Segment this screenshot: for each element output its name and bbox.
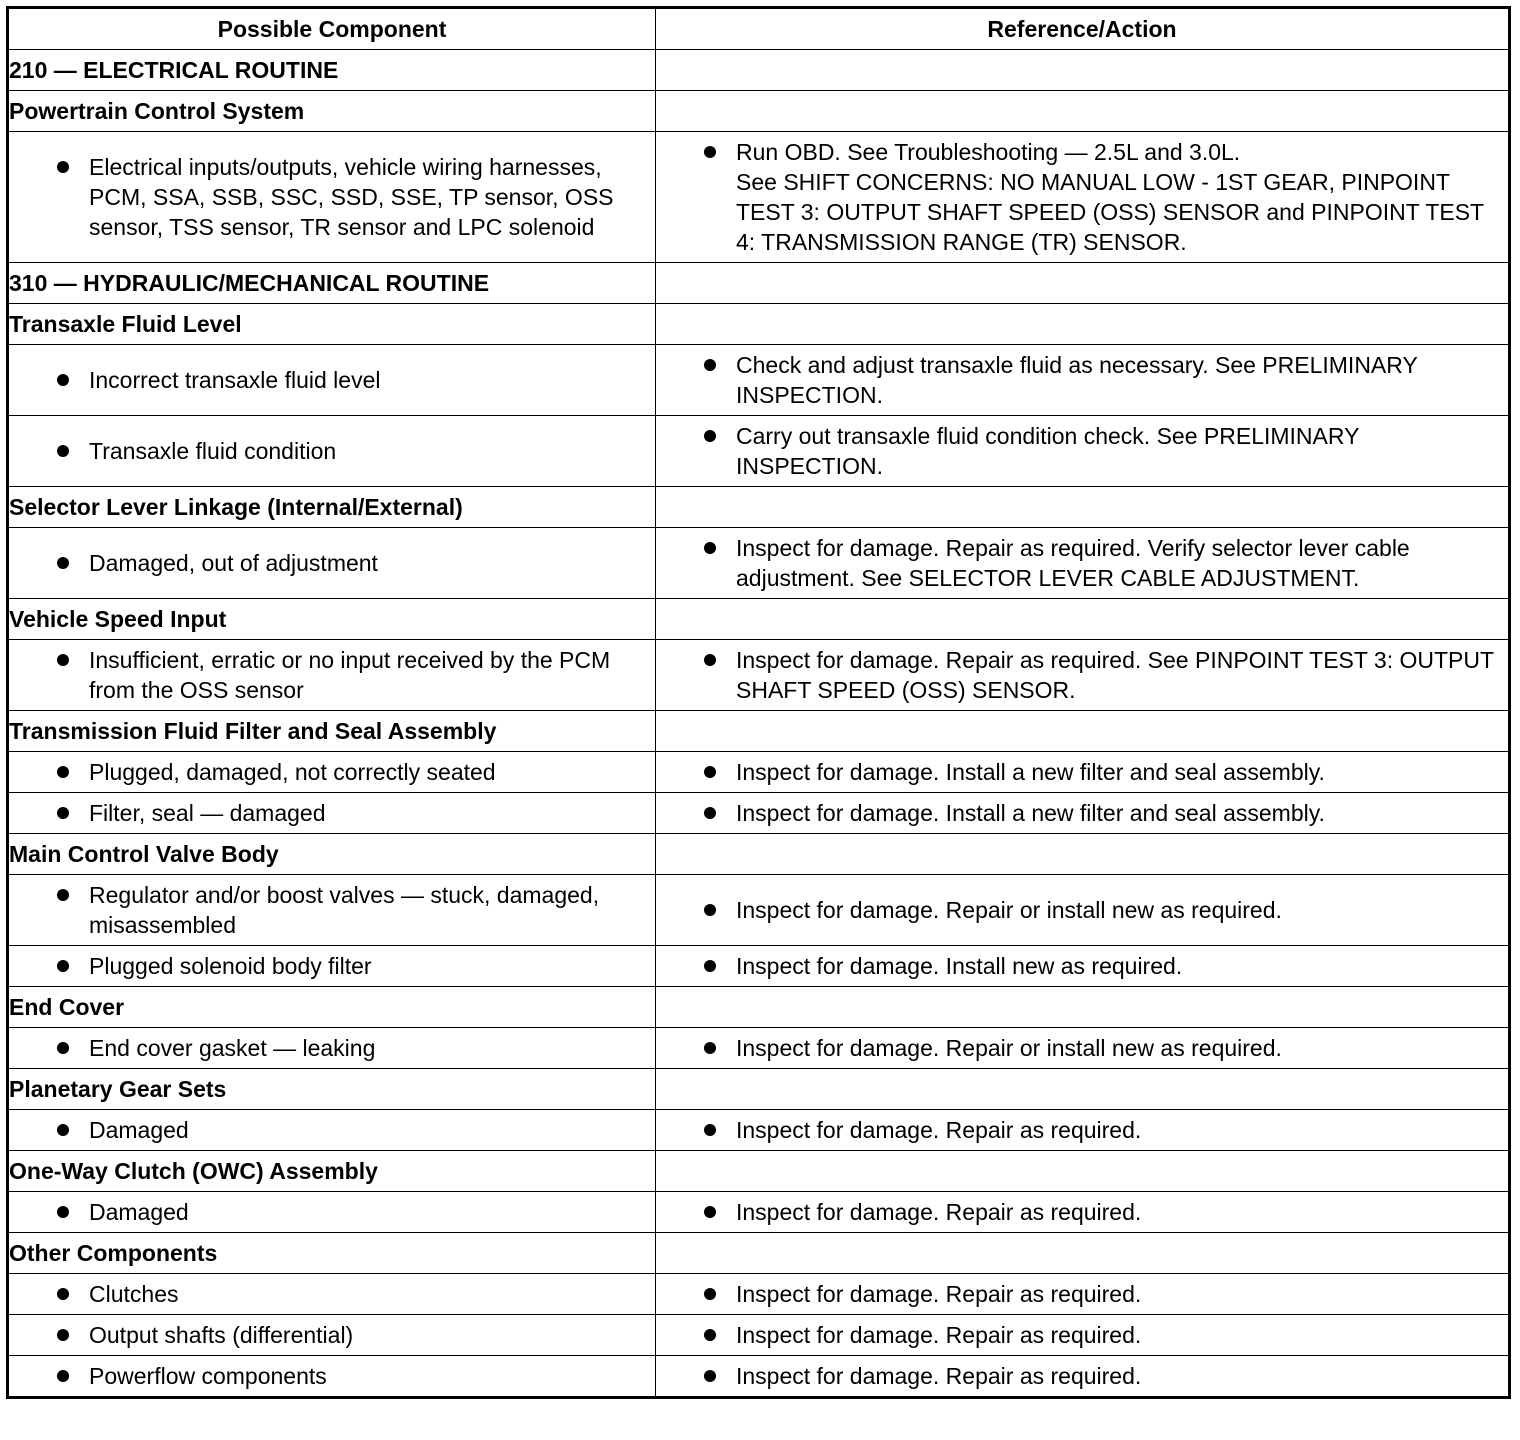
section-heading: Transaxle Fluid Level	[8, 304, 656, 345]
table-row	[8, 1110, 1510, 1151]
action-cell	[656, 1110, 1510, 1151]
component-item: Insufficient, erratic or no input received by the PCM from the OSS sensor	[9, 645, 655, 705]
component-item: Clutches	[9, 1279, 655, 1309]
action-cell	[656, 132, 1510, 263]
section-heading-row	[8, 304, 1510, 345]
action-cell	[656, 416, 1510, 487]
action-item: Inspect for damage. Repair as required.	[656, 1320, 1508, 1350]
section-heading-row	[8, 50, 1510, 91]
section-heading: Vehicle Speed Input	[8, 599, 656, 640]
table-row	[8, 345, 1510, 416]
component-item: Output shafts (differential)	[9, 1320, 655, 1350]
action-item: Inspect for damage. Repair as required.	[656, 1279, 1508, 1309]
section-heading-row	[8, 834, 1510, 875]
empty-cell	[656, 599, 1510, 640]
component-cell	[8, 946, 656, 987]
empty-cell	[656, 1069, 1510, 1110]
component-cell	[8, 416, 656, 487]
table-row	[8, 1315, 1510, 1356]
component-item: Damaged, out of adjustment	[9, 548, 655, 578]
action-cell	[656, 946, 1510, 987]
action-item: Check and adjust transaxle fluid as necessary. See PRELIMINARY INSPECTION.	[656, 350, 1508, 410]
table-row	[8, 1356, 1510, 1398]
action-item: Inspect for damage. Install new as required.	[656, 951, 1508, 981]
action-item: Inspect for damage. Repair as required.	[656, 1361, 1508, 1391]
column-header-reference: Reference/Action	[656, 8, 1510, 50]
section-heading-row	[8, 711, 1510, 752]
table-row	[8, 416, 1510, 487]
action-item: Inspect for damage. Repair as required.	[656, 1115, 1508, 1145]
empty-cell	[656, 1151, 1510, 1192]
table-row	[8, 946, 1510, 987]
action-item	[656, 137, 1508, 257]
action-cell	[656, 1192, 1510, 1233]
table-row	[8, 1192, 1510, 1233]
action-item: Inspect for damage. Repair or install new as required.	[656, 1033, 1508, 1063]
component-cell	[8, 528, 656, 599]
section-heading-row	[8, 1069, 1510, 1110]
section-heading: Planetary Gear Sets	[8, 1069, 656, 1110]
action-item: Inspect for damage. Repair as required. See PINPOINT TEST 3: OUTPUT SHAFT SPEED (OSS) SENSOR.	[656, 645, 1508, 705]
empty-cell	[656, 50, 1510, 91]
empty-cell	[656, 487, 1510, 528]
action-cell	[656, 1315, 1510, 1356]
action-cell	[656, 345, 1510, 416]
section-heading-row	[8, 1233, 1510, 1274]
component-cell	[8, 793, 656, 834]
section-heading: 210 — ELECTRICAL ROUTINE	[8, 50, 656, 91]
action-cell	[656, 528, 1510, 599]
section-heading-row	[8, 987, 1510, 1028]
section-heading-row	[8, 599, 1510, 640]
action-cell	[656, 1356, 1510, 1398]
table-row	[8, 1274, 1510, 1315]
action-item: Inspect for damage. Repair or install new as required.	[656, 895, 1508, 925]
component-cell	[8, 132, 656, 263]
section-heading: One-Way Clutch (OWC) Assembly	[8, 1151, 656, 1192]
component-cell	[8, 1274, 656, 1315]
action-cell	[656, 875, 1510, 946]
component-item: Incorrect transaxle fluid level	[9, 365, 655, 395]
empty-cell	[656, 834, 1510, 875]
empty-cell	[656, 304, 1510, 345]
component-cell	[8, 1356, 656, 1398]
table-row	[8, 132, 1510, 263]
section-heading: 310 — HYDRAULIC/MECHANICAL ROUTINE	[8, 263, 656, 304]
component-item: Damaged	[9, 1115, 655, 1145]
empty-cell	[656, 987, 1510, 1028]
action-item: Inspect for damage. Install a new filter and seal assembly.	[656, 798, 1508, 828]
table-row	[8, 1028, 1510, 1069]
section-heading: Other Components	[8, 1233, 656, 1274]
action-cell	[656, 793, 1510, 834]
component-cell	[8, 752, 656, 793]
component-item: Damaged	[9, 1197, 655, 1227]
diagnosis-table	[6, 6, 1511, 1399]
empty-cell	[656, 1233, 1510, 1274]
action-cell	[656, 1274, 1510, 1315]
section-heading-row	[8, 487, 1510, 528]
section-heading-row	[8, 1151, 1510, 1192]
empty-cell	[656, 263, 1510, 304]
table-row	[8, 793, 1510, 834]
action-cell	[656, 752, 1510, 793]
component-cell	[8, 1315, 656, 1356]
component-cell	[8, 1028, 656, 1069]
table-row	[8, 528, 1510, 599]
component-item: Powerflow components	[9, 1361, 655, 1391]
component-item: Plugged, damaged, not correctly seated	[9, 757, 655, 787]
section-heading-row	[8, 91, 1510, 132]
section-heading: Main Control Valve Body	[8, 834, 656, 875]
action-cell	[656, 640, 1510, 711]
column-header-component: Possible Component	[8, 8, 656, 50]
component-cell	[8, 875, 656, 946]
action-item: Carry out transaxle fluid condition check. See PRELIMINARY INSPECTION.	[656, 421, 1508, 481]
action-cell	[656, 1028, 1510, 1069]
empty-cell	[656, 711, 1510, 752]
component-item: Electrical inputs/outputs, vehicle wiring harnesses, PCM, SSA, SSB, SSC, SSD, SSE, TP sensor, OSS sensor, TSS sensor, TR sensor and LPC solenoid	[9, 152, 655, 242]
section-heading: Selector Lever Linkage (Internal/External)	[8, 487, 656, 528]
table-row	[8, 875, 1510, 946]
table-body	[8, 50, 1510, 1398]
component-item: Regulator and/or boost valves — stuck, damaged, misassembled	[9, 880, 655, 940]
component-cell	[8, 640, 656, 711]
component-item: Plugged solenoid body filter	[9, 951, 655, 981]
empty-cell	[656, 91, 1510, 132]
section-heading: Powertrain Control System	[8, 91, 656, 132]
action-item: Inspect for damage. Repair as required.	[656, 1197, 1508, 1227]
table-row	[8, 752, 1510, 793]
section-heading-row	[8, 263, 1510, 304]
component-item: End cover gasket — leaking	[9, 1033, 655, 1063]
action-lead: Run OBD. See Troubleshooting — 2.5L and 3.0L.	[736, 139, 1241, 165]
component-item: Filter, seal — damaged	[9, 798, 655, 828]
header-row	[8, 8, 1510, 50]
component-item: Transaxle fluid condition	[9, 436, 655, 466]
component-cell	[8, 345, 656, 416]
table-row	[8, 640, 1510, 711]
action-text: See SHIFT CONCERNS: NO MANUAL LOW - 1ST GEAR, PINPOINT TEST 3: OUTPUT SHAFT SPEED (OSS) SENSOR and PINPOINT TEST 4: TRANSMISSION RANGE (TR) SENSOR.	[736, 169, 1484, 255]
section-heading: Transmission Fluid Filter and Seal Assembly	[8, 711, 656, 752]
component-cell	[8, 1192, 656, 1233]
section-heading: End Cover	[8, 987, 656, 1028]
action-item: Inspect for damage. Repair as required. Verify selector lever cable adjustment. See SELECTOR LEVER CABLE ADJUSTMENT.	[656, 533, 1508, 593]
component-cell	[8, 1110, 656, 1151]
action-item: Inspect for damage. Install a new filter and seal assembly.	[656, 757, 1508, 787]
